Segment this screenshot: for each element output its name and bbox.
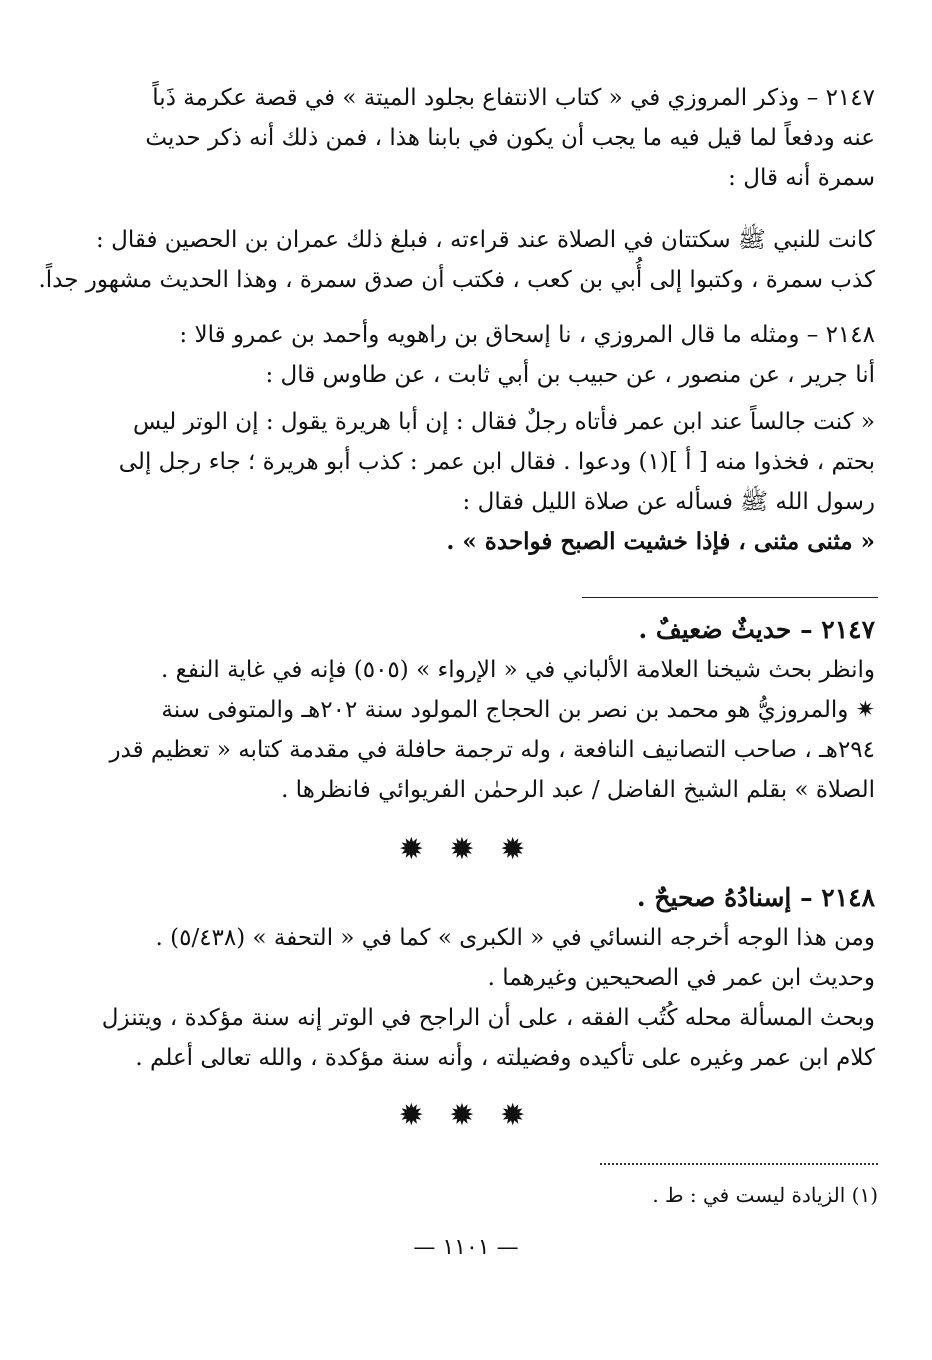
text-line: كذب سمرة ، وكتبوا إلى أُبي بن كعب ، فكتب أن صدق سمرة ، وهذا الحديث مشهور جداً. [38,267,875,293]
text-line: كانت للنبي ﷺ سكتتان في الصلاة عند قراءته ، فبلغ ذلك عمران بن الحصين فقال : [96,227,875,253]
star-separator: ✹ ✹ ✹ [398,832,534,867]
note-line: الصلاة » بقلم الشيخ الفاضل / عبد الرحمٰن الفريوائي فانظرها . [281,777,875,803]
note-line: وحديث ابن عمر في الصحيحين وغيرهما . [487,965,875,991]
footnote-divider [600,1163,878,1165]
star-separator: ✹ ✹ ✹ [398,1098,534,1133]
text-line: رسول الله ﷺ فسأله عن صلاة الليل فقال : [462,489,875,515]
section-2147 [145,78,875,198]
text-line: أنا جرير ، عن منصور ، عن حبيب بن أبي ثابت ، عن طاوس قال : [265,362,875,388]
text-line: « كنت جالساً عند ابن عمر فأتاه رجلٌ فقال : إن أبا هريرة يقول : إن الوتر ليس [133,409,875,435]
notes-2147 [109,610,875,810]
text-line: عنه ودفعاً لما قيل فيه ما يجب أن يكون في بابنا هذا ، فمن ذلك أنه ذكر حديث [145,125,875,151]
note-line: ومن هذا الوجه أخرجه النسائي في « الكبرى » كما في « التحفة » (٥/٤٣٨) . [155,925,875,951]
page-number: — ١١٠١ — [413,1235,519,1260]
note-line: كلام ابن عمر وغيره على تأكيده وفضيلته ، وأنه سنة مؤكدة ، والله تعالى أعلم . [135,1045,875,1071]
hadith-text: « مثنى مثنى ، فإذا خشيت الصبح فواحدة » . [446,528,875,555]
section-2148 [180,315,875,395]
text-line: سمرة أنه قال : [728,165,875,191]
section-divider [582,597,878,598]
note-line: وبحث المسألة محله كُتُب الفقه ، على أن الراجح في الوتر إنه سنة مؤكدة ، ويتنزل [101,1005,875,1031]
text-line: ٢١٤٨ – ومثله ما قال المروزي ، نا إسحاق بن راهويه وأحمد بن عمرو قالا : [179,322,875,348]
quote-2148 [118,402,875,562]
notes-2148 [101,878,875,1078]
note-line: وانظر بحث شيخنا العلامة الألباني في « الإرواء » (٥٠٥) فإنه في غاية النفع . [160,657,875,683]
text-line: بحتم ، فخذوا منه [ أ ](١) ودعوا . فقال ابن عمر : كذب أبو هريرة ؛ جاء رجل إلى [118,449,875,475]
note-line: ✷ والمروزيُّ هو محمد بن نصر بن الحجاج المولود سنة ٢٠٢هـ والمتوفى سنة [161,697,875,723]
text-line: ٢١٤٧ – وذكر المروزي في « كتاب الانتفاع بجلود الميتة » في قصة عكرمة ذَباً [152,85,875,111]
note-heading: ٢١٤٨ – إسنادُهُ صحيحٌ . [636,883,875,912]
note-heading: ٢١٤٧ – حديثٌ ضعيفٌ . [638,615,875,644]
quote-2147 [38,220,875,300]
note-line: ٢٩٤هـ ، صاحب التصانيف النافعة ، وله ترجمة حافلة في مقدمة كتابه « تعظيم قدر [109,737,875,763]
footnote: (١) الزيادة ليست في : ط . [652,1183,878,1207]
